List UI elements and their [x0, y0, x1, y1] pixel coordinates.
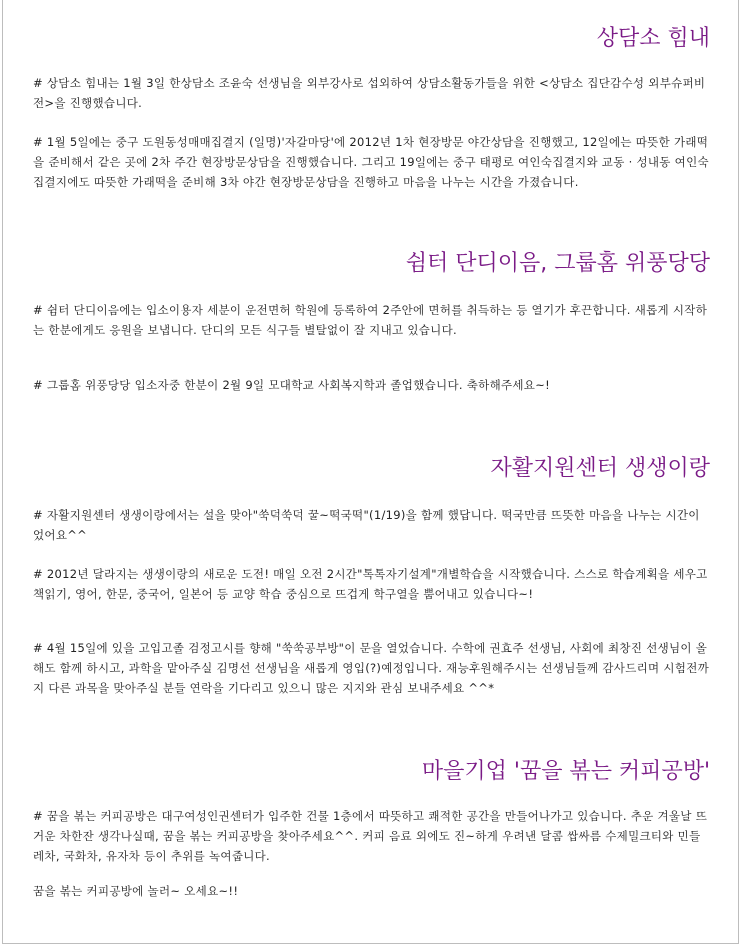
paragraph-coffee-1: # 꿈을 볶는 커피공방은 대구여성인권센터가 입주한 건물 1층에서 따뜻하고 쾌적한 공간을 만들어나가고 있습니다. 추운 겨울날 뜨거운 차한잔 생각나실때, 꿈을 볶는 커피공방을 찾아주세요^^. 커피 음료 외에도 진~하게 우려낸 달콤 쌉싸름 수제밀크티와 민들레차, 국화차, 유자차 등이 추위를 녹여줍니다. — [33, 809, 708, 863]
paragraph-self-support-3: # 4월 15일에 있을 고입고졸 검정고시를 향해 "쑥쑥공부방"이 문을 열었습니다. 수학에 권효주 선생님, 사회에 최창진 선생님이 올해도 함께 하시고, 과학을 맡아주실 김명선 선생님을 새롭게 영입(?)예정입니다. 재능후원해주시는 선생님들께 감사드리며 시험전까지 다른 과목을 맞아주실 분들 연락을 기다리고 있으니 많은 지지와 관심 보내주세요 ^^* — [33, 641, 710, 695]
paragraph-counseling-1: # 상담소 힘내는 1월 3일 한상담소 조윤숙 선생님을 외부강사로 섭외하여 상담소활동가들을 위한 <상담소 집단감수성 외부슈퍼비전>을 진행했습니다. — [33, 76, 706, 110]
paragraph-shelter-2: # 그룹홈 위풍당당 입소자중 한분이 2월 9일 모대학교 사회복지학과 졸업했습니다. 축하해주세요~! — [33, 378, 551, 392]
paragraph-self-support-2: # 2012년 달라지는 생생이랑의 새로운 도전! 매일 오전 2시간"톡톡자기설계"개별학습을 시작했습니다. 스스로 학습계획을 세우고 책읽기, 영어, 한문, 중국어, 일본어 등 교양 학습 중심으로 뜨겁게 학구열을 뿜어내고 있습니다~! — [33, 567, 708, 601]
paragraph-coffee-2: 꿈을 볶는 커피공방에 놀러~ 오세요~!! — [33, 884, 239, 898]
section-title-counseling: 상담소 힘내 — [596, 26, 710, 51]
section-title-shelter: 쉼터 단디이음, 그룹홈 위풍당당 — [405, 251, 710, 276]
newsletter-frame — [2, 0, 739, 944]
paragraph-self-support-1: # 자활지원센터 생생이랑에서는 설을 맞아"쑥덕쑥덕 꿀~떡국떡"(1/19)을 함께 했답니다. 떡국만큼 뜨뜻한 마음을 나누는 시간이었어요^^ — [33, 508, 700, 542]
section-title-self-support: 자활지원센터 생생이랑 — [490, 456, 710, 481]
paragraph-counseling-2: # 1월 5일에는 중구 도원동성매매집결지 (일명)'자갈마당'에 2012년 1차 현장방문 야간상담을 진행했고, 12일에는 따뜻한 가래떡을 준비해서 같은 곳에 2차 주간 현장방문상담을 진행했습니다. 그리고 19일에는 중구 태평로 여인숙집결지와 교동 · 성내동 여인숙집결지에도 따뜻한 가래떡을 준비해 3차 야간 현장방문상담을 진행하고 마음을 나누는 시간을 가졌습니다. — [33, 135, 709, 189]
section-title-coffee-workshop: 마을기업 '꿈을 볶는 커피공방' — [421, 759, 710, 784]
paragraph-shelter-1: # 쉼터 단디이음에는 입소이용자 세분이 운전면허 학원에 등록하여 2주안에 면허를 취득하는 등 열기가 후끈합니다. 새롭게 시작하는 한분에게도 응원을 보냅니다. 단디의 모든 식구들 별탈없이 잘 지내고 있습니다. — [33, 303, 708, 337]
